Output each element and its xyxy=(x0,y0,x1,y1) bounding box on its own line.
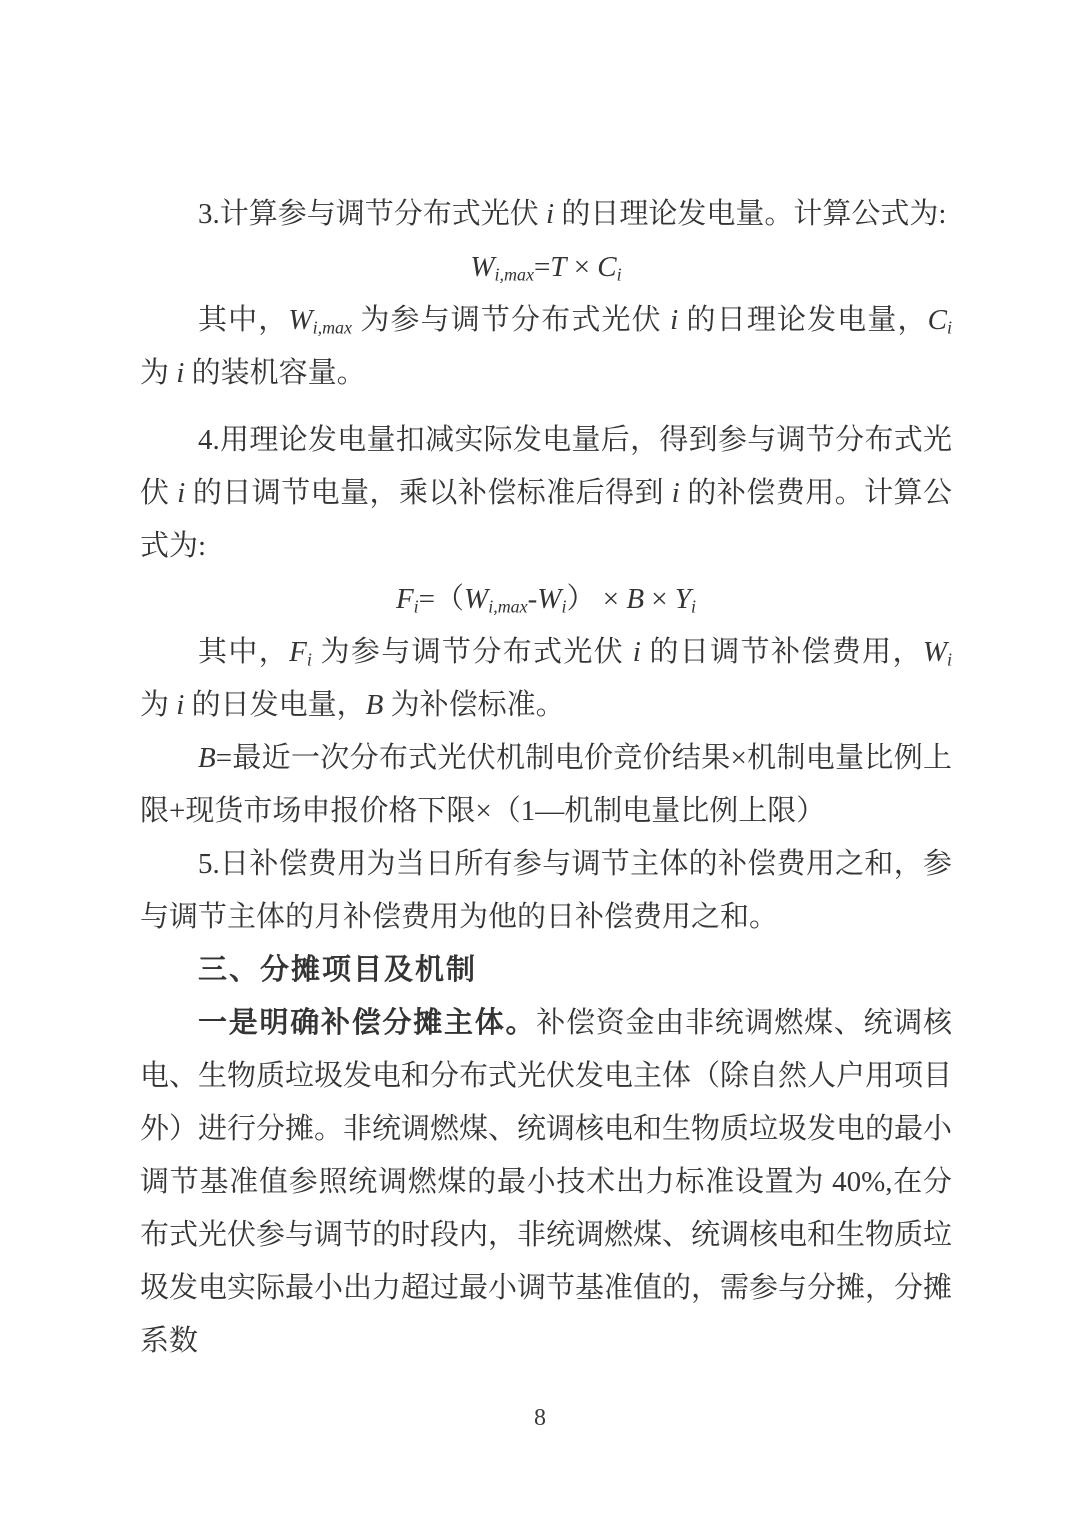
para-b-standard-formula xyxy=(140,732,952,838)
text-run: = xyxy=(533,251,551,283)
para-allocation-subjects xyxy=(140,997,952,1368)
para-wimax-definition xyxy=(140,294,952,400)
document-body xyxy=(140,188,952,1368)
text-run: i,max xyxy=(312,317,352,338)
text-run: F xyxy=(289,636,307,668)
formula-compensation-fee xyxy=(140,573,952,626)
text-run: i,max xyxy=(494,264,534,285)
text-run: 其中， xyxy=(198,304,289,336)
text-run: i xyxy=(691,596,697,617)
text-run: × xyxy=(644,583,675,615)
text-run: i xyxy=(670,304,679,336)
text-run: i xyxy=(946,649,952,670)
text-run: 为 xyxy=(140,357,177,389)
text-run: B xyxy=(365,689,384,721)
text-run: i,max xyxy=(488,596,528,617)
text-run: W xyxy=(470,251,495,283)
para-item3-theoretical-generation xyxy=(140,188,952,241)
formula-theoretical-generation xyxy=(140,241,952,294)
text-run: B xyxy=(198,742,216,774)
text-run: Y xyxy=(674,583,692,615)
para-item5-daily-total xyxy=(140,838,952,944)
text-run: i xyxy=(561,596,567,617)
text-run: ） × xyxy=(566,583,627,615)
para-fi-definition xyxy=(140,626,952,732)
text-run: i xyxy=(946,317,952,338)
text-run: 为补偿标准。 xyxy=(383,689,565,721)
text-run: i xyxy=(306,649,312,670)
text-run: 的日理论发电量， xyxy=(678,304,928,336)
para-item4-adjustment-method xyxy=(140,414,952,573)
text-run: i xyxy=(177,477,186,509)
text-run: 为参与调节分布式光伏 xyxy=(311,636,633,668)
page-number: 8 xyxy=(534,1405,546,1431)
text-run: 一是明确补偿分摊主体。 xyxy=(198,1007,537,1039)
text-run: - xyxy=(527,583,538,615)
text-run: 补偿资金由非统调燃煤、统调核电、生物质垃圾发电和分布式光伏发电主体（除自然人户用项目外）进行分摊。非统调燃煤、统调核电和生物质垃圾发电的最小调节基准值参照统调燃煤的最小技术出力标准设置为 40%,在分布式光伏参与调节的时段内，非统调燃煤、统调核电和生物质垃圾发电实际最小出力超过最小调节基准值的，需参与分摊，分摊系数 xyxy=(140,1007,953,1357)
text-run: 的日发电量， xyxy=(184,689,366,721)
text-run: 其中， xyxy=(198,636,290,668)
text-run: 4.用理论发电量扣减实际发电量后，得到参与调节分布式光伏 xyxy=(140,424,952,509)
text-run: =（ xyxy=(418,583,465,615)
heading-allocation-mechanism xyxy=(140,944,952,997)
text-run: i xyxy=(176,689,185,721)
text-run: i xyxy=(616,264,622,285)
text-run: i xyxy=(632,636,641,668)
text-run: F xyxy=(395,583,414,615)
text-run: 3.计算参与调节分布式光伏 xyxy=(198,198,547,230)
text-run: × xyxy=(566,251,598,283)
text-run: 的日调节电量，乘以补偿标准后得到 xyxy=(185,477,672,509)
text-run: C xyxy=(927,304,947,336)
text-run: 三、分摊项目及机制 xyxy=(198,954,478,986)
text-run: W xyxy=(464,583,489,615)
text-run: C xyxy=(597,251,617,283)
text-run: 的日理论发电量。计算公式为: xyxy=(554,198,947,230)
text-run: i xyxy=(671,477,680,509)
text-run: =最近一次分布式光伏机制电价竞价结果×机制电量比例上限+现货市场申报价格下限×（1—机制电量比例上限） xyxy=(140,742,952,827)
text-run: W xyxy=(537,583,562,615)
text-run: 5.日补偿费用为当日所有参与调节主体的补偿费用之和，参与调节主体的月补偿费用为他的日补偿费用之和。 xyxy=(140,848,952,933)
text-run: 的补偿费用。计算公式为: xyxy=(140,477,952,562)
text-run: B xyxy=(626,583,645,615)
text-run: i xyxy=(176,357,185,389)
text-run: 的装机容量。 xyxy=(184,357,366,389)
text-run: 的日调节补偿费用， xyxy=(640,636,923,668)
text-run: i xyxy=(413,596,419,617)
text-run: T xyxy=(550,251,567,283)
text-run: 为 xyxy=(140,689,177,721)
text-run: W xyxy=(288,304,313,336)
text-run: i xyxy=(546,198,555,230)
text-run: W xyxy=(922,636,947,668)
text-run: 为参与调节分布式光伏 xyxy=(352,304,671,336)
